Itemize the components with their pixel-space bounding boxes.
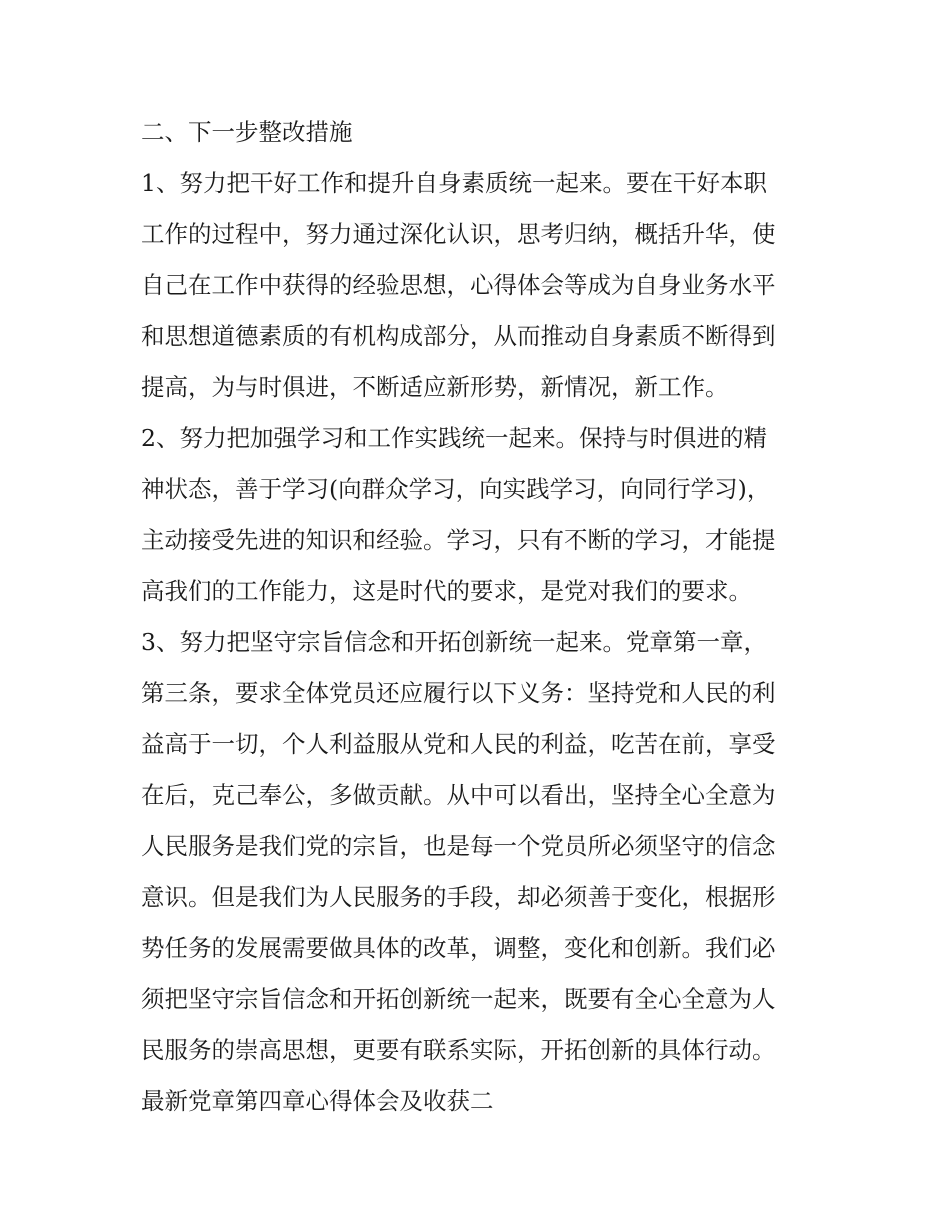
- text-line: 工作的过程中，努力通过深化认识，思考归纳，概括升华，使: [141, 220, 776, 248]
- text-line: 1、努力把干好工作和提升自身素质统一起来。要在干好本职: [141, 169, 767, 197]
- text-line: 益高于一切，个人利益服从党和人民的利益，吃苦在前，享受: [141, 730, 776, 758]
- document-title-line: 最新党章第四章心得体会及收获二: [141, 1087, 494, 1115]
- text-line: 人民服务是我们党的宗旨，也是每一个党员所必须坚守的信念: [141, 832, 776, 860]
- document-body: [141, 107, 821, 1127]
- text-line: 意识。但是我们为人民服务的手段，却必须善于变化，根据形: [141, 883, 776, 911]
- text-line: 自己在工作中获得的经验思想，心得体会等成为自身业务水平: [141, 271, 776, 299]
- text-line: 2、努力把加强学习和工作实践统一起来。保持与时俱进的精: [141, 424, 767, 452]
- text-line: 主动接受先进的知识和经验。学习，只有不断的学习，才能提: [141, 526, 776, 554]
- text-line: 高我们的工作能力，这是时代的要求，是党对我们的要求。: [141, 577, 752, 605]
- text-line: 须把坚守宗旨信念和开拓创新统一起来，既要有全心全意为人: [141, 985, 776, 1013]
- text-line: 在后，克己奉公，多做贡献。从中可以看出，坚持全心全意为: [141, 781, 776, 809]
- text-line: 提高，为与时俱进，不断适应新形势，新情况，新工作。: [141, 373, 729, 401]
- text-line: 民服务的崇高思想，更要有联系实际，开拓创新的具体行动。: [141, 1036, 776, 1064]
- text-line: 3、努力把坚守宗旨信念和开拓创新统一起来。党章第一章，: [141, 628, 767, 656]
- text-line: 神状态，善于学习(向群众学习，向实践学习，向同行学习)，: [141, 475, 771, 503]
- text-line: 第三条，要求全体党员还应履行以下义务：坚持党和人民的利: [141, 679, 776, 707]
- text-line: 势任务的发展需要做具体的改革，调整，变化和创新。我们必: [141, 934, 776, 962]
- section-heading: 二、下一步整改措施: [141, 118, 353, 146]
- text-line: 和思想道德素质的有机构成部分，从而推动自身素质不断得到: [141, 322, 776, 350]
